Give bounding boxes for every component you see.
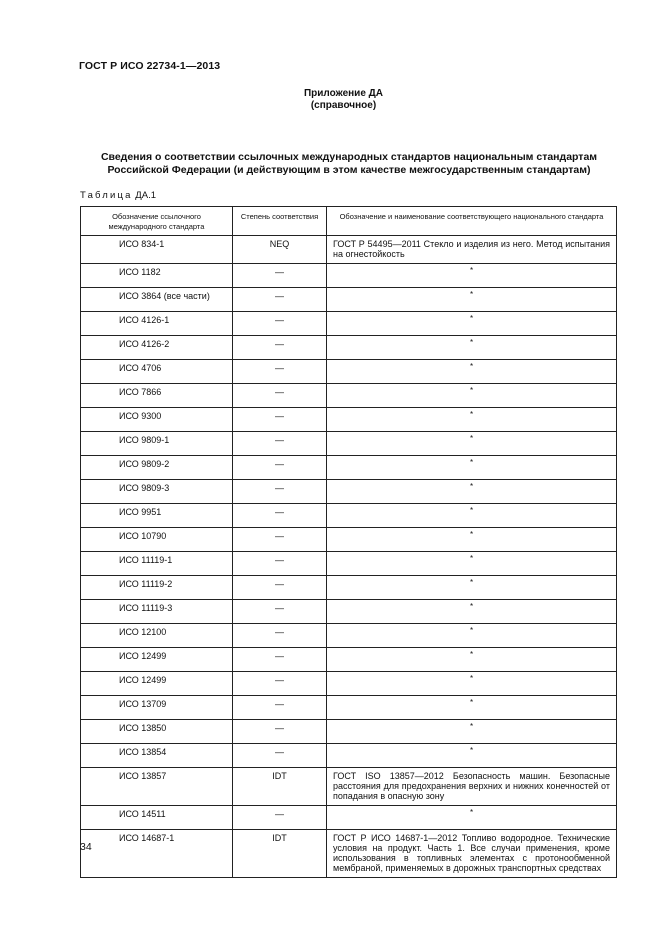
cell-international-standard: ИСО 9300 (81, 408, 233, 432)
table-row (81, 480, 617, 504)
table-row (81, 312, 617, 336)
cell-national-standard: * (327, 720, 617, 744)
cell-international-standard: ИСО 9809-1 (81, 432, 233, 456)
cell-degree: — (233, 432, 327, 456)
cell-international-standard: ИСО 11119-2 (81, 576, 233, 600)
header-national-standard: Обозначение и наименование соответствующего национального стандарта (327, 207, 617, 236)
cell-national-standard: * (327, 456, 617, 480)
cell-international-standard: ИСО 13850 (81, 720, 233, 744)
cell-international-standard: ИСО 13857 (81, 768, 233, 806)
cell-national-standard: * (327, 288, 617, 312)
cell-national-standard: * (327, 360, 617, 384)
cell-national-standard: * (327, 408, 617, 432)
page-number: 34 (80, 841, 92, 853)
cell-national-standard: ГОСТ Р 54495—2011 Стекло и изделия из него. Метод испытания на огнестойкость (327, 236, 617, 264)
cell-international-standard: ИСО 13709 (81, 696, 233, 720)
table-row (81, 720, 617, 744)
cell-national-standard: * (327, 336, 617, 360)
section-title (79, 151, 619, 177)
table-row (81, 830, 617, 878)
table-row (81, 504, 617, 528)
table-row (81, 672, 617, 696)
table-row (81, 528, 617, 552)
table-row (81, 768, 617, 806)
table-caption-number: ДА.1 (135, 190, 156, 201)
table-row (81, 624, 617, 648)
cell-degree: — (233, 408, 327, 432)
cell-degree: — (233, 806, 327, 830)
cell-international-standard: ИСО 12499 (81, 672, 233, 696)
cell-national-standard: * (327, 672, 617, 696)
cell-international-standard: ИСО 12499 (81, 648, 233, 672)
cell-degree: — (233, 696, 327, 720)
cell-degree: — (233, 312, 327, 336)
cell-degree: — (233, 288, 327, 312)
cell-degree: — (233, 648, 327, 672)
document-header: ГОСТ Р ИСО 22734-1—2013 (79, 60, 221, 72)
table-row (81, 576, 617, 600)
cell-degree: IDT (233, 768, 327, 806)
table-header-row (81, 207, 617, 236)
cell-international-standard: ИСО 9809-2 (81, 456, 233, 480)
table-row (81, 288, 617, 312)
cell-national-standard: * (327, 312, 617, 336)
table-row (81, 600, 617, 624)
cell-national-standard: * (327, 648, 617, 672)
table-body (81, 236, 617, 878)
cell-degree: — (233, 456, 327, 480)
annex-heading (0, 88, 661, 112)
cell-degree: — (233, 528, 327, 552)
cell-international-standard: ИСО 12100 (81, 624, 233, 648)
cell-national-standard: * (327, 600, 617, 624)
cell-international-standard: ИСО 11119-1 (81, 552, 233, 576)
cell-national-standard: * (327, 504, 617, 528)
cell-degree: NEQ (233, 236, 327, 264)
table-caption (80, 190, 156, 201)
cell-national-standard: * (327, 696, 617, 720)
correspondence-table (80, 206, 617, 878)
cell-degree: IDT (233, 830, 327, 878)
cell-national-standard: * (327, 744, 617, 768)
cell-national-standard: * (327, 552, 617, 576)
table-caption-word: Таблица (80, 190, 133, 201)
cell-national-standard: * (327, 480, 617, 504)
cell-international-standard: ИСО 4126-2 (81, 336, 233, 360)
cell-degree: — (233, 336, 327, 360)
table-row (81, 806, 617, 830)
table-row (81, 336, 617, 360)
annex-subtitle: (справочное) (310, 100, 377, 111)
cell-degree: — (233, 552, 327, 576)
cell-degree: — (233, 504, 327, 528)
cell-international-standard: ИСО 9809-3 (81, 480, 233, 504)
annex-title: Приложение ДА (303, 88, 384, 99)
cell-international-standard: ИСО 834-1 (81, 236, 233, 264)
cell-international-standard: ИСО 13854 (81, 744, 233, 768)
cell-degree: — (233, 480, 327, 504)
cell-national-standard: * (327, 528, 617, 552)
table-row (81, 552, 617, 576)
table-row (81, 360, 617, 384)
cell-international-standard: ИСО 11119-3 (81, 600, 233, 624)
cell-international-standard: ИСО 9951 (81, 504, 233, 528)
cell-degree: — (233, 576, 327, 600)
table-row (81, 408, 617, 432)
cell-international-standard: ИСО 14511 (81, 806, 233, 830)
table-row (81, 236, 617, 264)
cell-national-standard: * (327, 624, 617, 648)
header-international-standard: Обозначение ссылочного международного стандарта (81, 207, 233, 236)
table-row (81, 648, 617, 672)
cell-national-standard: * (327, 384, 617, 408)
table-row (81, 696, 617, 720)
section-title-line-2: Российской Федерации (и действующим в этом качестве межгосударственным стандартам) (107, 164, 591, 176)
cell-international-standard: ИСО 7866 (81, 384, 233, 408)
table-row (81, 744, 617, 768)
cell-national-standard: * (327, 264, 617, 288)
table-row (81, 456, 617, 480)
cell-national-standard: * (327, 806, 617, 830)
cell-degree: — (233, 384, 327, 408)
cell-degree: — (233, 360, 327, 384)
cell-national-standard: ГОСТ Р ИСО 14687-1—2012 Топливо водородное. Технические условия на продукт. Часть 1. Все случаи применения, кроме использования в топливных элементах с протонообменной мембраной, применяемых в дорожных транспортных средствах (327, 830, 617, 878)
cell-international-standard: ИСО 4126-1 (81, 312, 233, 336)
cell-degree: — (233, 744, 327, 768)
cell-international-standard: ИСО 10790 (81, 528, 233, 552)
cell-international-standard: ИСО 1182 (81, 264, 233, 288)
header-degree-of-correspondence: Степень соответствия (233, 207, 327, 236)
cell-degree: — (233, 624, 327, 648)
cell-international-standard: ИСО 14687-1 (81, 830, 233, 878)
cell-degree: — (233, 600, 327, 624)
cell-degree: — (233, 720, 327, 744)
table-row (81, 264, 617, 288)
cell-international-standard: ИСО 3864 (все части) (81, 288, 233, 312)
cell-international-standard: ИСО 4706 (81, 360, 233, 384)
cell-national-standard: ГОСТ ISO 13857—2012 Безопасность машин. Безопасные расстояния для предохранения верхних и нижних конечностей от попадания в опасную зону (327, 768, 617, 806)
table-row (81, 432, 617, 456)
section-title-line-1: Сведения о соответствии ссылочных международных стандартов национальным стандартам (100, 151, 598, 163)
cell-national-standard: * (327, 432, 617, 456)
cell-degree: — (233, 264, 327, 288)
cell-national-standard: * (327, 576, 617, 600)
table-row (81, 384, 617, 408)
cell-degree: — (233, 672, 327, 696)
